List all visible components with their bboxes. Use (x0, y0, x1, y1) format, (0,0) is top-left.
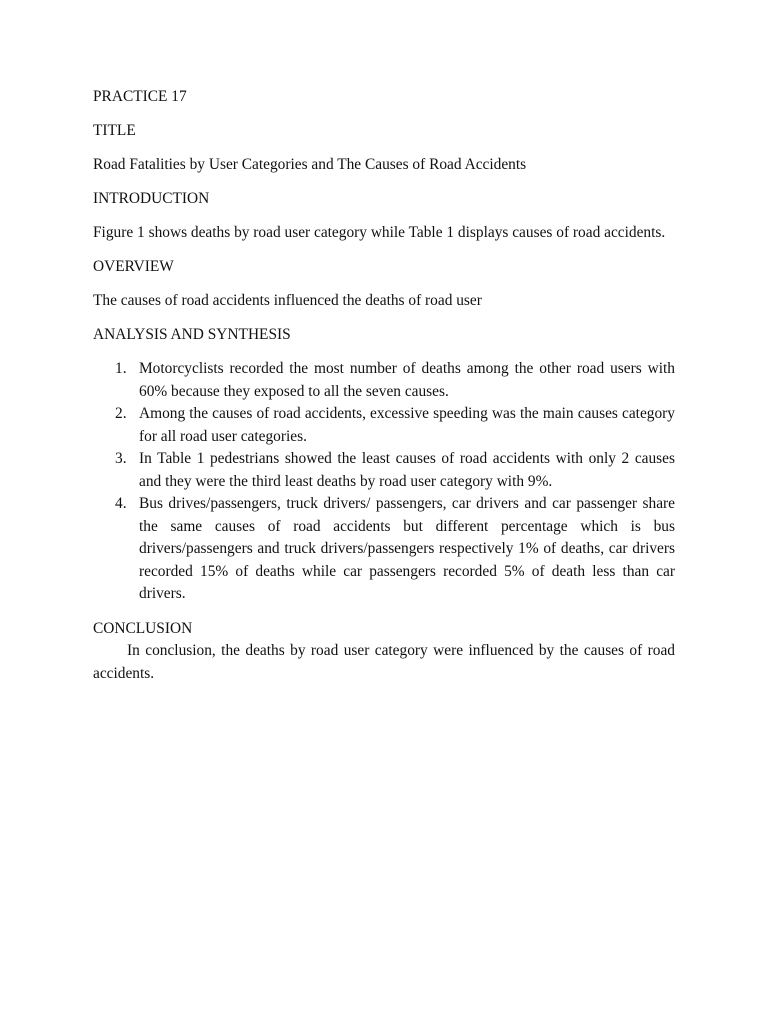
conclusion-text: In conclusion, the deaths by road user category were influenced by the causes of road accidents. (93, 642, 675, 682)
list-text: Among the causes of road accidents, excessive speeding was the main causes category for all road user categories. (139, 405, 675, 445)
introduction-text: Figure 1 shows deaths by road user category while Table 1 displays causes of road accidents. (93, 224, 666, 241)
list-number: 3. (115, 450, 127, 467)
conclusion-heading: CONCLUSION (93, 619, 193, 637)
title-text: Road Fatalities by User Categories and The Causes of Road Accidents (93, 156, 527, 173)
list-item (93, 358, 675, 403)
analysis-list (93, 358, 675, 606)
list-item (93, 493, 675, 606)
list-item (93, 448, 675, 493)
list-text: Bus drives/passengers, truck drivers/ passengers, car drivers and car passenger share the same causes of road accidents but different percentage which is bus drivers/passengers and truck drivers/passengers respectively 1% of deaths, car drivers recorded 15% of deaths while car passengers recorded 5% of death less than car drivers. (139, 495, 675, 602)
list-number: 4. (115, 495, 127, 512)
list-number: 1. (115, 360, 127, 377)
title-heading: TITLE (93, 122, 136, 139)
list-text: Motorcyclists recorded the most number of deaths among the other road users with 60% because they exposed to all the seven causes. (139, 360, 675, 400)
practice-label: PRACTICE 17 (93, 88, 187, 105)
list-text: In Table 1 pedestrians showed the least causes of road accidents with only 2 causes and they were the third least deaths by road user category with 9%. (139, 450, 675, 490)
list-number: 2. (115, 405, 127, 422)
overview-text: The causes of road accidents influenced the deaths of road user (93, 292, 482, 309)
analysis-heading: ANALYSIS AND SYNTHESIS (93, 326, 291, 343)
document-page (93, 86, 675, 685)
introduction-heading: INTRODUCTION (93, 190, 210, 207)
list-item (93, 403, 675, 448)
overview-heading: OVERVIEW (93, 258, 174, 275)
